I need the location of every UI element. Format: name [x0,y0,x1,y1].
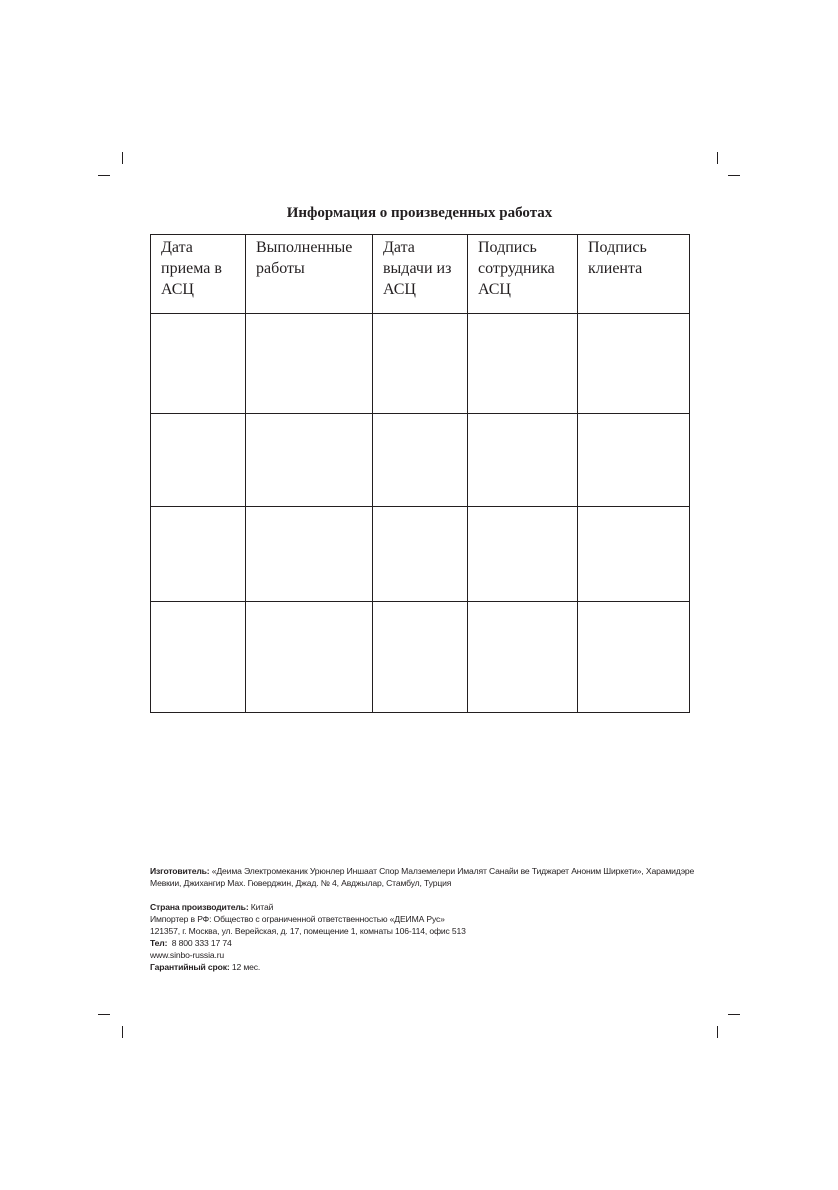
work-records-table [150,234,690,713]
table-cell[interactable] [373,414,468,507]
crop-mark-top-left-v [122,152,123,164]
manufacturer-line [150,865,710,889]
address-line: 121357, г. Москва, ул. Верейская, д. 17, помещение 1, комнаты 106-114, офис 513 [150,926,466,936]
crop-mark-bottom-left-v [122,1026,123,1038]
table-cell[interactable] [468,602,578,713]
crop-mark-top-left-h [98,175,110,176]
manufacturer-info [150,865,710,973]
phone-line [150,937,710,949]
table-cell[interactable] [578,414,690,507]
table-cell[interactable] [468,507,578,602]
warranty-line [150,961,710,973]
crop-mark-bottom-right-v [717,1026,718,1038]
table-row [151,507,690,602]
crop-mark-top-right-v [717,152,718,164]
table-cell[interactable] [151,602,246,713]
table-cell[interactable] [468,314,578,414]
website-link[interactable]: www.sinbo-russia.ru [150,950,225,960]
importer-line: Импортер в РФ: Общество с ограниченной ответственностью «ДЕИМА Рус» [150,914,445,924]
manufacturer-label: Изготовитель: [150,866,210,876]
country-label: Страна производитель: [150,902,249,912]
table-cell[interactable] [151,507,246,602]
phone-label: Тел: [150,938,168,948]
page-title: Информация о произведенных работах [286,205,553,221]
header-date-issued: Дата выдачи из АСЦ [373,235,468,314]
country-text: Китай [248,902,274,912]
table-cell[interactable] [468,414,578,507]
warranty-label: Гарантийный срок: [150,962,230,972]
crop-mark-bottom-right-h [728,1014,740,1015]
table-cell[interactable] [373,507,468,602]
table-cell[interactable] [151,314,246,414]
manufacturer-text: «Деима Электромеканик Урюнлер Иншаат Спор Малземелери Ималят Санайи ве Тиджарет Аноним Ширкети», Харамидэре Мевкии, Джихангир Мах. Гюверджин, Джад. № 4, Авджылар, Стамбул, Турция [150,866,695,888]
header-date-received: Дата приема в АСЦ [151,235,246,314]
header-employee-signature: Подпись сотрудника АСЦ [468,235,578,314]
table-cell[interactable] [578,602,690,713]
table-cell[interactable] [151,414,246,507]
table-cell[interactable] [246,414,373,507]
table-row [151,602,690,713]
table-cell[interactable] [246,314,373,414]
phone-text: 8 800 333 17 74 [167,938,232,948]
table-cell[interactable] [246,602,373,713]
table-cell[interactable] [373,602,468,713]
table-header-row [151,235,690,314]
table-cell[interactable] [578,507,690,602]
header-work-performed: Выполненные работы [246,235,373,314]
crop-mark-bottom-left-h [98,1014,110,1015]
warranty-text: 12 мес. [229,962,261,972]
table-cell[interactable] [578,314,690,414]
country-line [150,901,710,913]
header-client-signature: Подпись клиента [578,235,690,314]
table-row [151,414,690,507]
spacer [150,889,710,901]
table-cell[interactable] [246,507,373,602]
crop-mark-top-right-h [728,175,740,176]
table-row [151,314,690,414]
table-cell[interactable] [373,314,468,414]
